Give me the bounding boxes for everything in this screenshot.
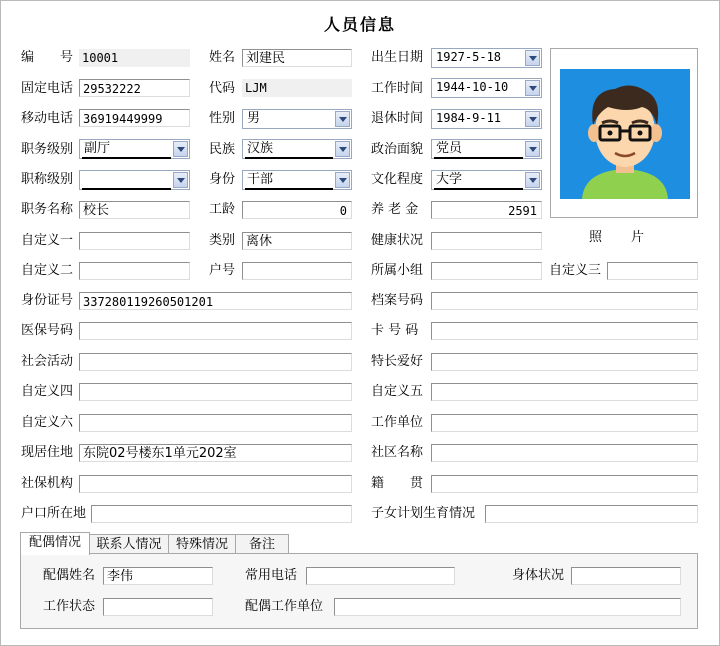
spouse-name-field[interactable]: 李伟 (103, 567, 213, 585)
education-value: 大学 (434, 171, 523, 190)
custom1-field[interactable] (79, 232, 190, 250)
social-activity-field[interactable] (79, 353, 352, 371)
chevron-down-icon[interactable] (173, 172, 188, 188)
title-level-value (82, 171, 171, 190)
photo-frame[interactable] (550, 48, 698, 218)
tab-spouse[interactable]: 配偶情况 (20, 532, 90, 555)
retire-time-label: 退休时间 (371, 111, 424, 126)
health-field[interactable] (431, 232, 542, 250)
household-label: 户号 (209, 263, 236, 278)
archive-no-label: 档案号码 (371, 293, 424, 308)
seniority-label: 工龄 (209, 202, 236, 217)
title-level-select[interactable] (79, 170, 190, 190)
address-label: 现居住地 (21, 445, 74, 460)
community-label: 社区名称 (371, 445, 424, 460)
retire-time-value: 1984-9-11 (436, 111, 502, 125)
medical-no-field[interactable] (79, 322, 352, 340)
education-select[interactable] (431, 170, 542, 190)
seniority-field[interactable]: 0 (242, 201, 352, 219)
identity-value: 干部 (245, 171, 333, 190)
work-status-field[interactable] (103, 598, 213, 616)
ethnic-value: 汉族 (245, 140, 333, 159)
chevron-down-icon[interactable] (525, 172, 540, 188)
hukou-field[interactable] (91, 505, 352, 523)
name-label: 姓名 (209, 50, 236, 65)
rank-value: 副厅 (82, 140, 171, 159)
work-time-label: 工作时间 (371, 81, 424, 96)
education-label: 文化程度 (371, 172, 424, 187)
political-value: 党员 (434, 140, 523, 159)
medical-no-label: 医保号码 (21, 323, 74, 338)
community-field[interactable] (431, 444, 698, 462)
spouse-name-label: 配偶姓名 (43, 568, 96, 583)
spouse-work-unit-label: 配偶工作单位 (245, 599, 324, 614)
code-field[interactable]: LJM (242, 79, 352, 97)
custom2-label: 自定义二 (21, 263, 74, 278)
employer-label: 工作单位 (371, 415, 424, 430)
ethnic-label: 民族 (209, 142, 236, 157)
chevron-down-icon[interactable] (335, 111, 350, 127)
retire-time-picker[interactable] (431, 109, 542, 129)
social-activity-label: 社会活动 (21, 354, 74, 369)
custom5-field[interactable] (431, 383, 698, 401)
custom6-label: 自定义六 (21, 415, 74, 430)
name-field[interactable]: 刘建民 (242, 49, 352, 67)
tab-special[interactable]: 特殊情况 (168, 534, 236, 554)
id-card-field[interactable]: 337280119260501201 (79, 292, 352, 310)
spouse-health-field[interactable] (571, 567, 681, 585)
code-label: 代码 (209, 81, 236, 96)
tab-notes[interactable]: 备注 (235, 534, 289, 554)
category-field[interactable]: 离休 (242, 232, 352, 250)
chevron-down-icon[interactable] (525, 80, 540, 96)
family-planning-field[interactable] (485, 505, 698, 523)
page-title: 人员信息 (323, 15, 396, 34)
custom5-label: 自定义五 (371, 384, 424, 399)
gender-label: 性别 (209, 111, 236, 126)
group-label: 所属小组 (371, 263, 424, 278)
political-select[interactable] (431, 139, 542, 159)
address-field[interactable]: 东院02号楼东1单元202室 (79, 444, 352, 462)
native-place-field[interactable] (431, 475, 698, 493)
social-agency-label: 社保机构 (21, 476, 74, 491)
mobile-field[interactable]: 36919449999 (79, 109, 190, 127)
archive-no-field[interactable] (431, 292, 698, 310)
spouse-phone-field[interactable] (306, 567, 455, 585)
phone-label: 固定电话 (21, 81, 74, 96)
custom3-field[interactable] (607, 262, 698, 280)
tab-contacts[interactable]: 联系人情况 (89, 534, 169, 554)
spouse-phone-label: 常用电话 (245, 568, 298, 583)
social-agency-field[interactable] (79, 475, 352, 493)
spouse-work-unit-field[interactable] (334, 598, 681, 616)
chevron-down-icon[interactable] (525, 50, 540, 66)
card-no-label: 卡 号 码 (371, 323, 419, 338)
chevron-down-icon[interactable] (173, 141, 188, 157)
mobile-label: 移动电话 (21, 111, 74, 126)
birth-date-label: 出生日期 (371, 50, 424, 65)
id-label: 编 号 (21, 50, 74, 65)
rank-label: 职务级别 (21, 142, 74, 157)
group-field[interactable] (431, 262, 542, 280)
identity-select[interactable] (242, 170, 352, 190)
hobby-field[interactable] (431, 353, 698, 371)
person-avatar-icon (560, 69, 690, 199)
hobby-label: 特长爱好 (371, 354, 424, 369)
custom4-field[interactable] (79, 383, 352, 401)
card-no-field[interactable] (431, 322, 698, 340)
custom2-field[interactable] (79, 262, 190, 280)
gender-value: 男 (247, 111, 261, 126)
chevron-down-icon[interactable] (335, 172, 350, 188)
household-field[interactable] (242, 262, 352, 280)
birth-date-picker[interactable] (431, 48, 542, 68)
chevron-down-icon[interactable] (525, 111, 540, 127)
gender-select[interactable] (242, 109, 352, 129)
phone-field[interactable]: 29532222 (79, 79, 190, 97)
custom6-field[interactable] (79, 414, 352, 432)
identity-label: 身份 (209, 172, 236, 187)
work-status-label: 工作状态 (43, 599, 96, 614)
rank-select[interactable] (79, 139, 190, 159)
custom1-label: 自定义一 (21, 233, 74, 248)
photo-label: 照 片 (589, 230, 646, 245)
family-planning-label: 子女计划生育情况 (371, 506, 476, 521)
post-name-field[interactable]: 校长 (79, 201, 190, 219)
spouse-panel (20, 553, 698, 629)
id-card-label: 身份证号 (21, 293, 74, 308)
ethnic-select[interactable] (242, 139, 352, 159)
hukou-label: 户口所在地 (21, 506, 87, 521)
pension-label: 养 老 金 (371, 202, 419, 217)
custom3-label: 自定义三 (549, 263, 602, 278)
birth-date-value: 1927-5-18 (436, 50, 502, 64)
chevron-down-icon[interactable] (335, 141, 350, 157)
post-name-label: 职务名称 (21, 202, 74, 217)
chevron-down-icon[interactable] (525, 141, 540, 157)
political-label: 政治面貌 (371, 142, 424, 157)
spouse-health-label: 身体状况 (512, 568, 565, 583)
employer-field[interactable] (431, 414, 698, 432)
category-label: 类别 (209, 233, 236, 248)
work-time-picker[interactable] (431, 78, 542, 98)
native-place-label: 籍 贯 (371, 476, 424, 491)
title-level-label: 职称级别 (21, 172, 74, 187)
work-time-value: 1944-10-10 (436, 80, 509, 94)
custom4-label: 自定义四 (21, 384, 74, 399)
id-field[interactable]: 10001 (79, 49, 190, 67)
pension-field[interactable]: 2591 (431, 201, 542, 219)
health-label: 健康状况 (371, 233, 424, 248)
